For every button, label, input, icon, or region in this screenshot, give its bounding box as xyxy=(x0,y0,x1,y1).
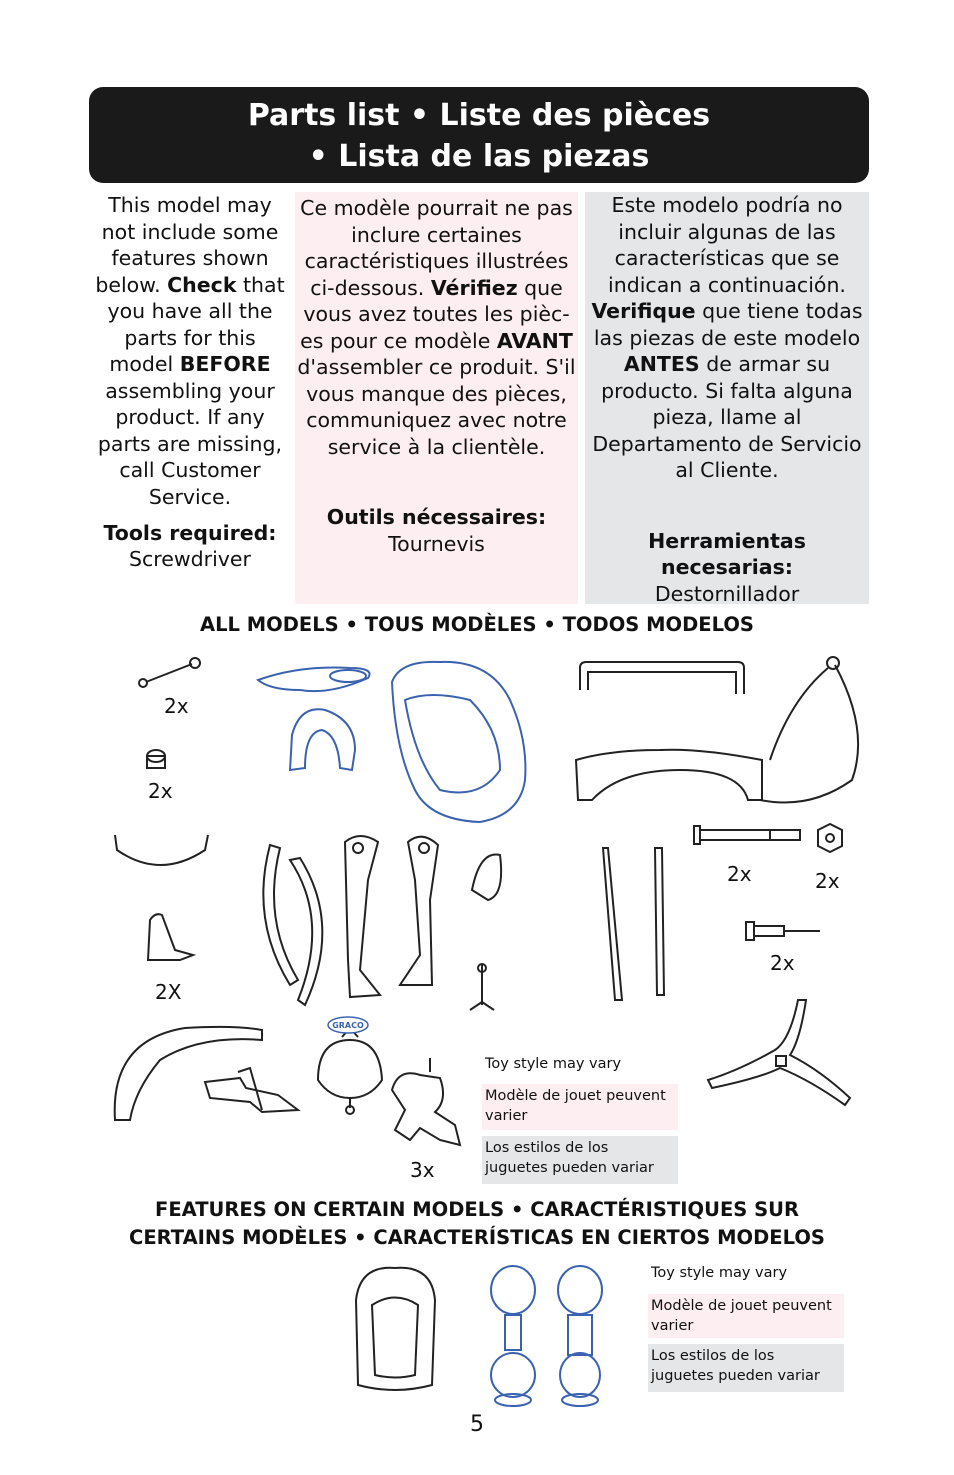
toy-note-2-fr: Modèle de jouet peuvent varier xyxy=(648,1294,844,1338)
rear-leg-left xyxy=(603,848,622,1000)
spanish-intro: Este modelo podría no incluir algunas de las características que se indican a continuación. Verifique que tiene todas las piezas de este modelo ANTES de armar su producto. Si falta alguna pieza, llame al Departamento de Servicio al Cliente. Herramientas necesarias: Destornillador xyxy=(585,192,869,604)
base-star-part xyxy=(708,1000,850,1105)
knob-part xyxy=(472,854,501,900)
toy-note-es: Los estilos de los juguetes pueden variar xyxy=(482,1136,678,1184)
svg-text:GRACO: GRACO xyxy=(332,1021,364,1030)
toy-part xyxy=(392,1058,460,1145)
nut-part xyxy=(818,824,842,852)
head-support-part xyxy=(290,709,355,770)
bolt-part xyxy=(694,826,800,844)
toy-quantity: 3x xyxy=(410,1158,435,1182)
screw-quantity: 2x xyxy=(770,951,795,975)
head-insert-part xyxy=(356,1268,435,1390)
clip-part xyxy=(470,964,494,1010)
seat-part xyxy=(392,662,525,822)
frame-leg-right xyxy=(400,837,438,985)
leg-cap-part xyxy=(148,914,193,960)
french-tools: Outils nécessaires: Tournevis xyxy=(326,505,547,556)
screw-part xyxy=(746,922,820,940)
cap-part xyxy=(147,750,165,768)
nut-quantity: 2x xyxy=(815,869,840,893)
toy-bar-right xyxy=(558,1266,602,1406)
title-line-2: • Lista de las piezas xyxy=(308,139,650,174)
pin-part xyxy=(139,658,200,687)
spanish-tools: Herramientas necesarias: Destornillador xyxy=(648,528,806,606)
toy-bar-left xyxy=(491,1266,535,1406)
features-heading: FEATURES ON CERTAIN MODELS • CARACTÉRISTIQUES SUR CERTAINS MODÈLES • CARACTERÍSTICAS EN CIERTOS MODELOS xyxy=(129,1198,825,1249)
title-line-1: Parts list • Liste des pièces xyxy=(247,98,711,133)
rear-leg-right xyxy=(655,848,664,995)
all-models-heading: ALL MODELS • TOUS MODÈLES • TODOS MODELOS xyxy=(200,613,754,636)
tray-part xyxy=(258,668,370,692)
toy-note-fr: Modèle de jouet peuvent varier xyxy=(482,1084,678,1130)
english-intro: This model may not include some features shown below. Check that you have all the parts for this model BEFORE assembling your product. If any parts are missing, call Customer Service. xyxy=(95,193,285,509)
cable-part xyxy=(760,657,858,803)
english-tools: Tools required: Screwdriver xyxy=(103,521,277,571)
mobile-part xyxy=(318,1028,382,1114)
canopy-arc-part xyxy=(115,1027,262,1120)
cap-quantity: 2x xyxy=(148,779,173,803)
page-number: 5 xyxy=(470,1412,484,1437)
frame-leg-left xyxy=(345,836,380,997)
graco-logo xyxy=(328,1017,368,1033)
bolt-quantity: 2x xyxy=(727,862,752,886)
pin-quantity: 2x xyxy=(164,694,189,718)
toy-note-2-es: Los estilos de los juguetes pueden variar xyxy=(648,1344,844,1392)
leg-cap-quantity: 2X xyxy=(155,980,182,1004)
handle-bar-part xyxy=(580,662,744,694)
canopy-wire-part xyxy=(115,835,208,865)
toy-note-2-en: Toy style may vary xyxy=(651,1265,788,1281)
toy-note-en: Toy style may vary xyxy=(485,1056,622,1072)
connector-part xyxy=(205,1068,298,1112)
base-arch-part xyxy=(576,750,762,800)
french-intro: Ce modèle pourrait ne pas inclure certaines caractéristiques illustrées ci-dessous. Vérifiez que vous avez toutes les pièc-es pour ce modèle AVANT d'assembler ce produit. S'il vous manque des pièces, communiquez avec notre service à la clientèle. Outils nécessaires: Tournevis xyxy=(295,192,578,604)
